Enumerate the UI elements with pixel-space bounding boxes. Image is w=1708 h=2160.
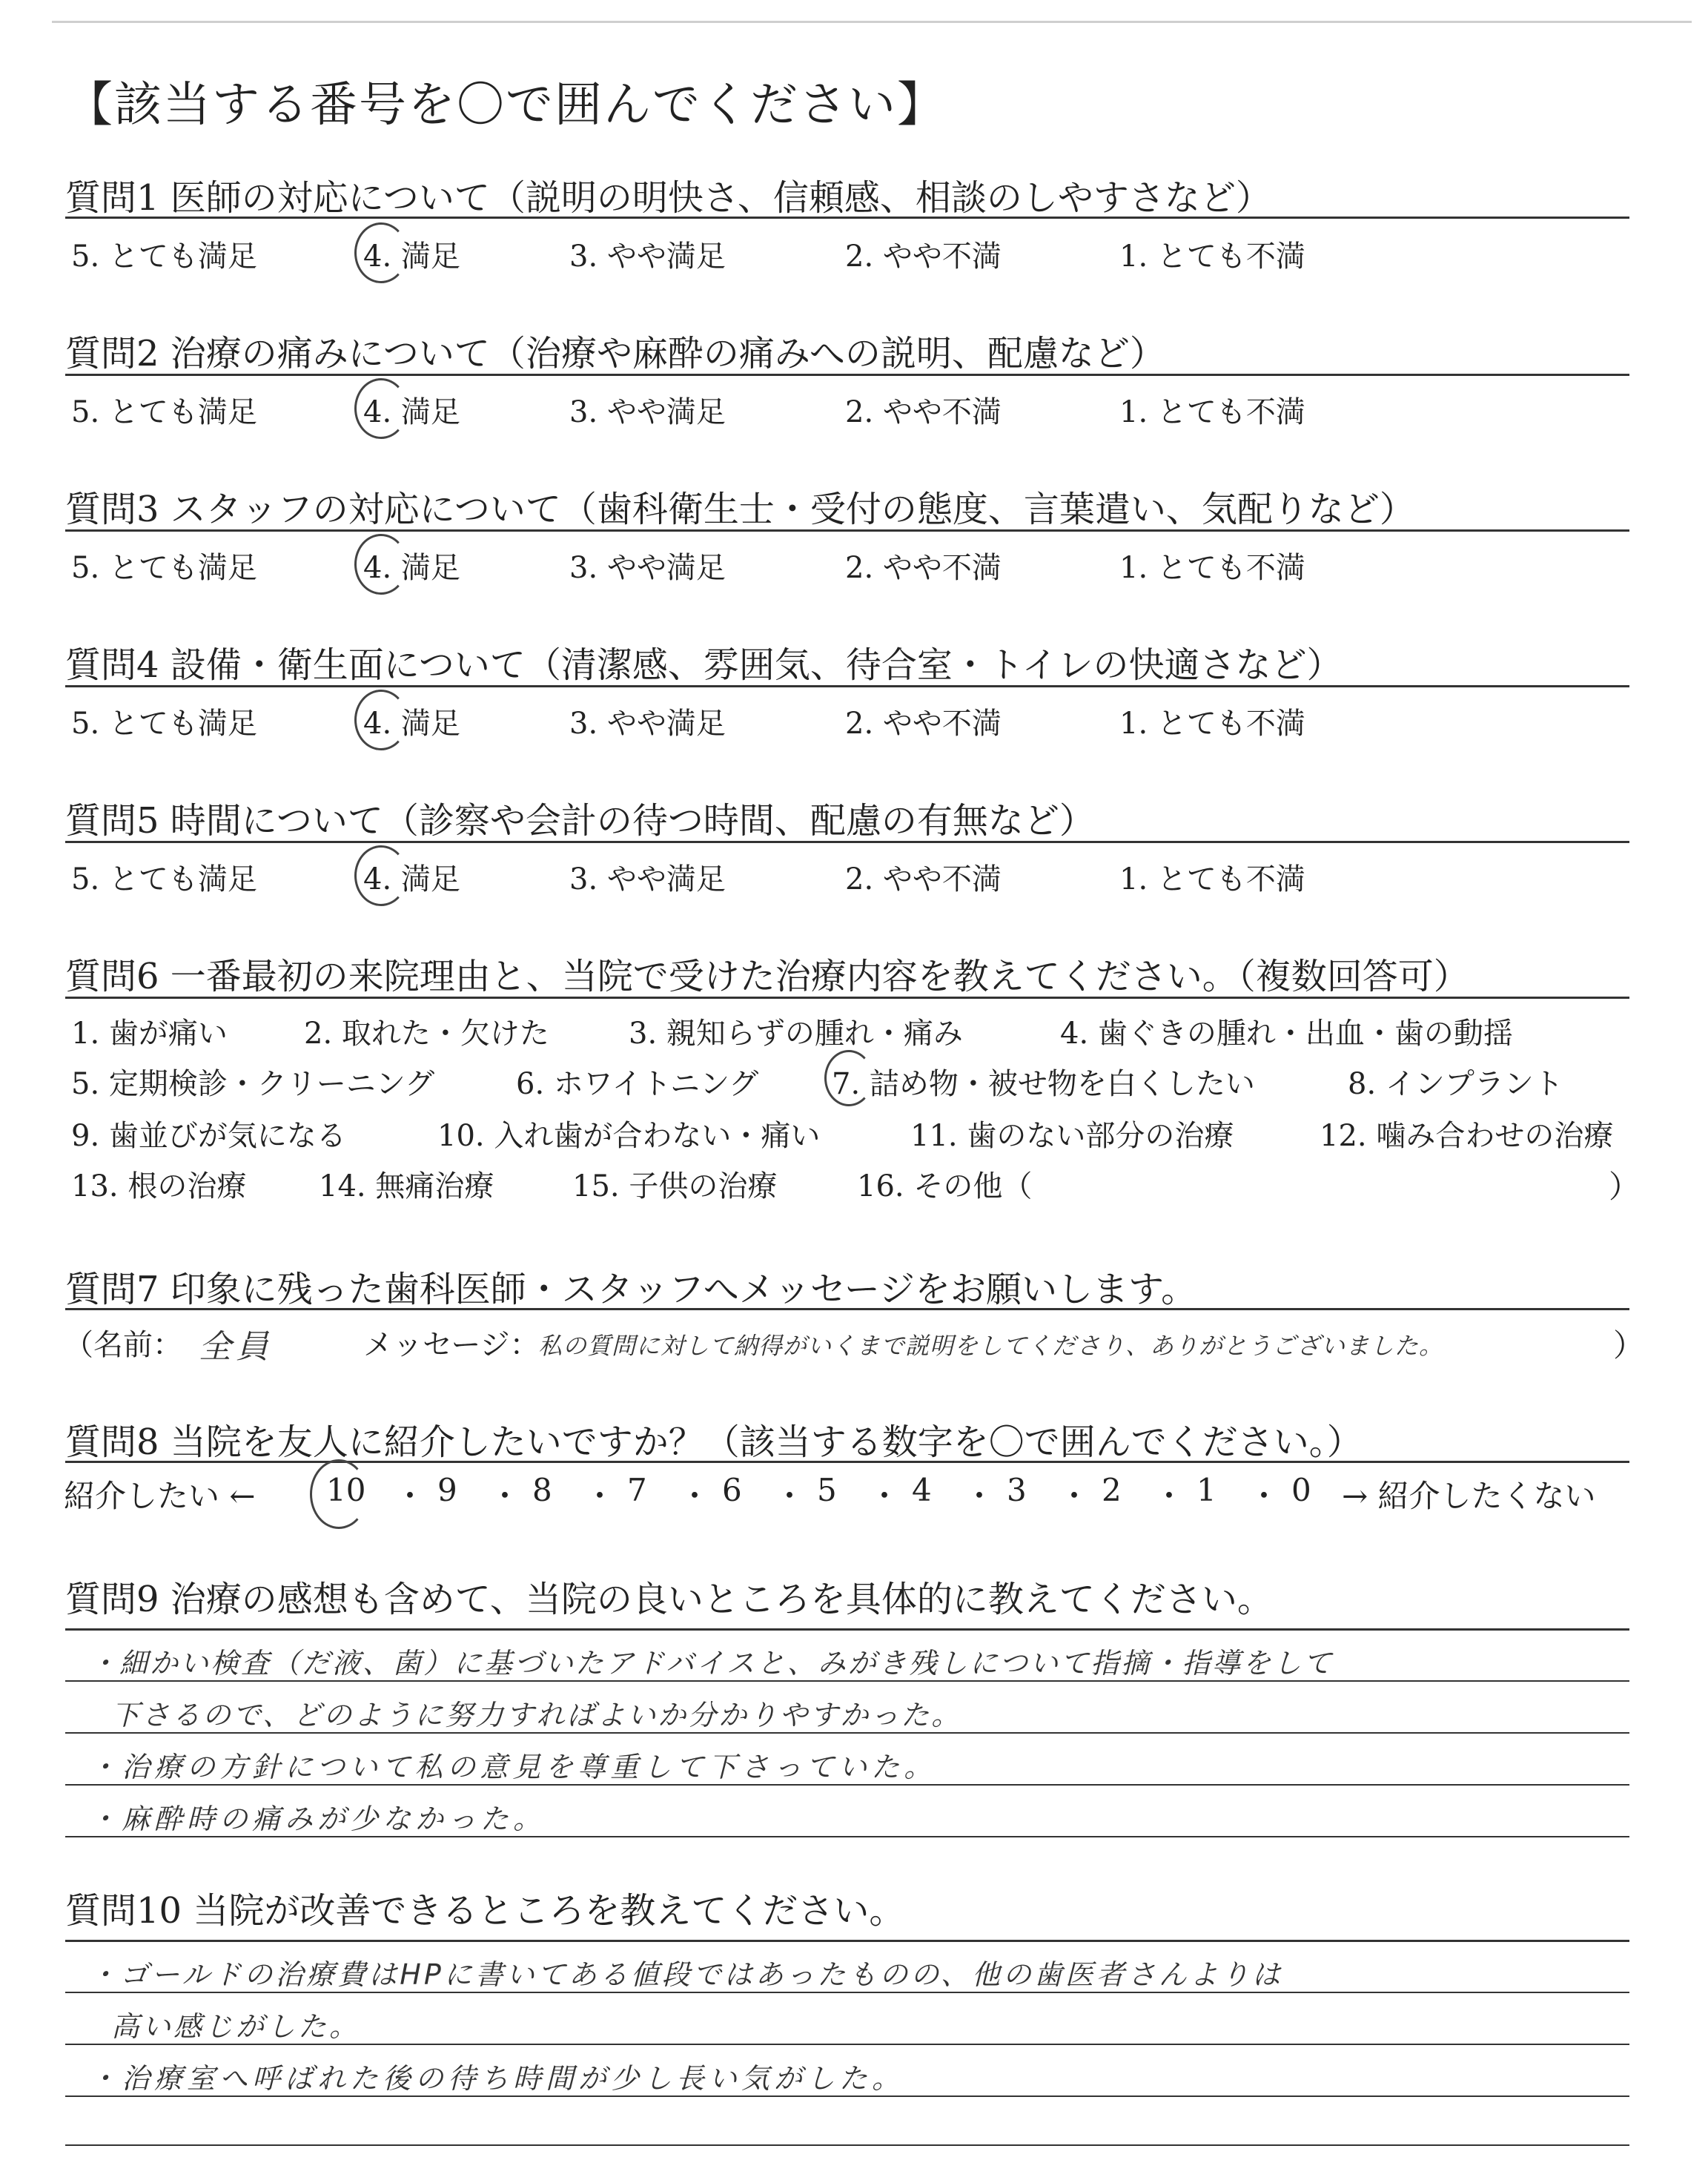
q10-title: 質問10 当院が改善できるところを教えてください。 bbox=[65, 1890, 905, 1932]
q6-option[interactable]: 16. その他（ bbox=[857, 1169, 1033, 1203]
q6-option[interactable]: 13. 根の治療 bbox=[71, 1169, 247, 1203]
q8-separator: ・ bbox=[1059, 1478, 1090, 1514]
q9-answer-line-1[interactable]: ・細かい検査（だ液、菌）に基づいたアドバイスと、みがき残しについて指摘・指導をして bbox=[89, 1647, 1334, 1680]
q8-title: 質問8 当院を友人に紹介したいですか？（該当する数字を〇で囲んでください。） bbox=[65, 1421, 1363, 1463]
q4-title: 質問4 設備・衛生面について（清潔感、雰囲気、待合室・トイレの快適さなど） bbox=[65, 644, 1343, 686]
q9-rule bbox=[65, 1628, 1629, 1631]
q3-title: 質問3 スタッフの対応について（歯科衛生士・受付の態度、言葉遣い、気配りなど） bbox=[65, 489, 1415, 530]
q5-option-5[interactable]: 5. とても満足 bbox=[71, 862, 257, 896]
q3-selection-circle bbox=[354, 534, 408, 595]
q4-option-5[interactable]: 5. とても満足 bbox=[71, 707, 257, 741]
q3-option-5[interactable]: 5. とても満足 bbox=[71, 551, 257, 585]
q5-option-3[interactable]: 3. やや満足 bbox=[569, 862, 726, 896]
q1-option-2[interactable]: 2. やや不満 bbox=[845, 240, 1002, 274]
q8-left-label: 紹介したい ← bbox=[64, 1478, 256, 1514]
q9-title: 質問9 治療の感想も含めて、当院の良いところを具体的に教えてください。 bbox=[65, 1579, 1273, 1620]
q10-answer-line-3[interactable]: ・治療室へ呼ばれた後の待ち時間が少し長い気がした。 bbox=[89, 2062, 905, 2095]
page-top-edge bbox=[52, 21, 1692, 23]
q6-option[interactable]: 4. 歯ぐきの腫れ・出血・歯の動揺 bbox=[1060, 1017, 1513, 1051]
q4-rule bbox=[65, 685, 1629, 687]
q10-rule bbox=[65, 1940, 1629, 1942]
q8-separator: ・ bbox=[679, 1478, 711, 1514]
q8-right-label: → 紹介したくない bbox=[1342, 1478, 1596, 1514]
q7-name-label: （名前： bbox=[64, 1328, 182, 1362]
q4-option-3[interactable]: 3. やや満足 bbox=[569, 707, 726, 741]
q3-option-2[interactable]: 2. やや不満 bbox=[845, 551, 1002, 585]
q7-message-value[interactable]: 私の質問に対して納得がいくまで説明をしてくださり、ありがとうございました。 bbox=[538, 1332, 1444, 1360]
q7-message-label: メッセージ： bbox=[363, 1328, 540, 1362]
q8-scale-10[interactable]: 10 bbox=[326, 1472, 366, 1508]
q6-option[interactable]: 12. 噛み合わせの治療 bbox=[1320, 1119, 1614, 1153]
q8-scale-5[interactable]: 5 bbox=[817, 1472, 837, 1508]
q1-option-3[interactable]: 3. やや満足 bbox=[569, 240, 726, 274]
q3-option-3[interactable]: 3. やや満足 bbox=[569, 551, 726, 585]
q6-option[interactable]: 8. インプラント bbox=[1348, 1067, 1563, 1101]
q10-answer-line-2[interactable]: 高い感じがした。 bbox=[111, 2010, 361, 2043]
q2-rule bbox=[65, 374, 1629, 376]
q9-answer-line-4[interactable]: ・麻酔時の痛みが少なかった。 bbox=[89, 1803, 546, 1835]
q6-option[interactable]: 1. 歯が痛い bbox=[71, 1017, 228, 1051]
q5-option-1[interactable]: 1. とても不満 bbox=[1119, 862, 1305, 896]
q8-separator: ・ bbox=[774, 1478, 806, 1514]
q6-option[interactable]: 14. 無痛治療 bbox=[319, 1169, 494, 1203]
q9-answer-line-2[interactable]: 下さるので、どのように努力すればよいか分かりやすかった。 bbox=[111, 1699, 962, 1731]
q4-option-4[interactable]: 4. 満足 bbox=[363, 707, 460, 741]
q3-rule bbox=[65, 529, 1629, 532]
q8-scale-1[interactable]: 1 bbox=[1196, 1472, 1217, 1508]
q1-option-1[interactable]: 1. とても不満 bbox=[1119, 240, 1305, 274]
q6-option[interactable]: 3. 親知らずの腫れ・痛み bbox=[629, 1017, 963, 1051]
q8-scale-8[interactable]: 8 bbox=[532, 1472, 552, 1508]
q5-selection-circle bbox=[354, 845, 408, 906]
q6-option[interactable]: 2. 取れた・欠けた bbox=[304, 1017, 549, 1051]
q6-selection-circle bbox=[824, 1050, 873, 1106]
q10-answer-line-1[interactable]: ・ゴールドの治療費はHPに書いてある値段ではあったものの、他の歯医者さんよりは bbox=[89, 1958, 1283, 1991]
q1-option-4[interactable]: 4. 満足 bbox=[363, 240, 460, 274]
q7-close-paren: ） bbox=[1613, 1327, 1645, 1364]
q4-selection-circle bbox=[354, 690, 408, 750]
q2-option-2[interactable]: 2. やや不満 bbox=[845, 395, 1002, 429]
q8-scale-0[interactable]: 0 bbox=[1291, 1472, 1311, 1508]
q6-option[interactable]: 15. 子供の治療 bbox=[572, 1169, 778, 1203]
q1-option-5[interactable]: 5. とても満足 bbox=[71, 240, 257, 274]
q8-separator: ・ bbox=[869, 1478, 901, 1514]
q2-option-5[interactable]: 5. とても満足 bbox=[71, 395, 257, 429]
q6-option[interactable]: 9. 歯並びが気になる bbox=[71, 1119, 346, 1153]
q7-rule bbox=[65, 1308, 1629, 1310]
q7-title: 質問7 印象に残った歯科医師・スタッフへメッセージをお願いします。 bbox=[65, 1269, 1197, 1310]
q6-option-selected[interactable]: 7. 詰め物・被せ物を白くしたい bbox=[832, 1067, 1255, 1101]
page-title: 【該当する番号を〇で囲んでください】 bbox=[65, 78, 946, 133]
q8-separator: ・ bbox=[584, 1478, 616, 1514]
q8-separator: ・ bbox=[1248, 1478, 1280, 1514]
q4-option-2[interactable]: 2. やや不満 bbox=[845, 707, 1002, 741]
q2-selection-circle bbox=[354, 378, 408, 439]
q3-option-1[interactable]: 1. とても不満 bbox=[1119, 551, 1305, 585]
q8-selection-circle bbox=[310, 1459, 368, 1529]
q8-scale-4[interactable]: 4 bbox=[912, 1472, 932, 1508]
q1-rule bbox=[65, 217, 1629, 219]
q8-separator: ・ bbox=[1153, 1478, 1185, 1514]
q10-answer-line bbox=[65, 2144, 1629, 2146]
q8-separator: ・ bbox=[964, 1478, 996, 1514]
q7-name-value[interactable]: 全員 bbox=[199, 1328, 273, 1366]
q4-option-1[interactable]: 1. とても不満 bbox=[1119, 707, 1305, 741]
q6-option[interactable]: 6. ホワイトニング bbox=[516, 1067, 759, 1101]
q8-scale-3[interactable]: 3 bbox=[1007, 1472, 1027, 1508]
q2-option-3[interactable]: 3. やや満足 bbox=[569, 395, 726, 429]
q6-title: 質問6 一番最初の来院理由と、当院で受けた治療内容を教えてください。（複数回答可） bbox=[65, 956, 1469, 997]
q6-option[interactable]: 11. 歯のない部分の治療 bbox=[910, 1119, 1234, 1153]
q8-scale-7[interactable]: 7 bbox=[627, 1472, 647, 1508]
q8-scale-6[interactable]: 6 bbox=[722, 1472, 742, 1508]
q5-option-4[interactable]: 4. 満足 bbox=[363, 862, 460, 896]
q9-answer-line-3[interactable]: ・治療の方針について私の意見を尊重して下さっていた。 bbox=[89, 1751, 937, 1783]
q2-title: 質問2 治療の痛みについて（治療や麻酔の痛みへの説明、配慮など） bbox=[65, 333, 1165, 374]
q8-scale-9[interactable]: 9 bbox=[437, 1472, 457, 1508]
q8-separator: ・ bbox=[489, 1478, 521, 1514]
q1-selection-circle bbox=[354, 222, 408, 283]
q5-option-2[interactable]: 2. やや不満 bbox=[845, 862, 1002, 896]
q6-rule bbox=[65, 997, 1629, 999]
q8-separator: ・ bbox=[394, 1478, 426, 1514]
q5-rule bbox=[65, 841, 1629, 843]
q5-title: 質問5 時間について（診察や会計の待つ時間、配慮の有無など） bbox=[65, 800, 1095, 842]
q1-title: 質問1 医師の対応について（説明の明快さ、信頼感、相談のしやすさなど） bbox=[65, 177, 1271, 219]
q2-option-1[interactable]: 1. とても不満 bbox=[1119, 395, 1305, 429]
q8-rule bbox=[65, 1461, 1629, 1463]
q6-other-close-paren: ） bbox=[1609, 1169, 1641, 1205]
q8-scale-2[interactable]: 2 bbox=[1102, 1472, 1122, 1508]
q6-option[interactable]: 10. 入れ歯が合わない・痛い bbox=[437, 1119, 821, 1153]
q2-option-4[interactable]: 4. 満足 bbox=[363, 395, 460, 429]
q6-option[interactable]: 5. 定期検診・クリーニング bbox=[71, 1067, 435, 1101]
q3-option-4[interactable]: 4. 満足 bbox=[363, 551, 460, 585]
